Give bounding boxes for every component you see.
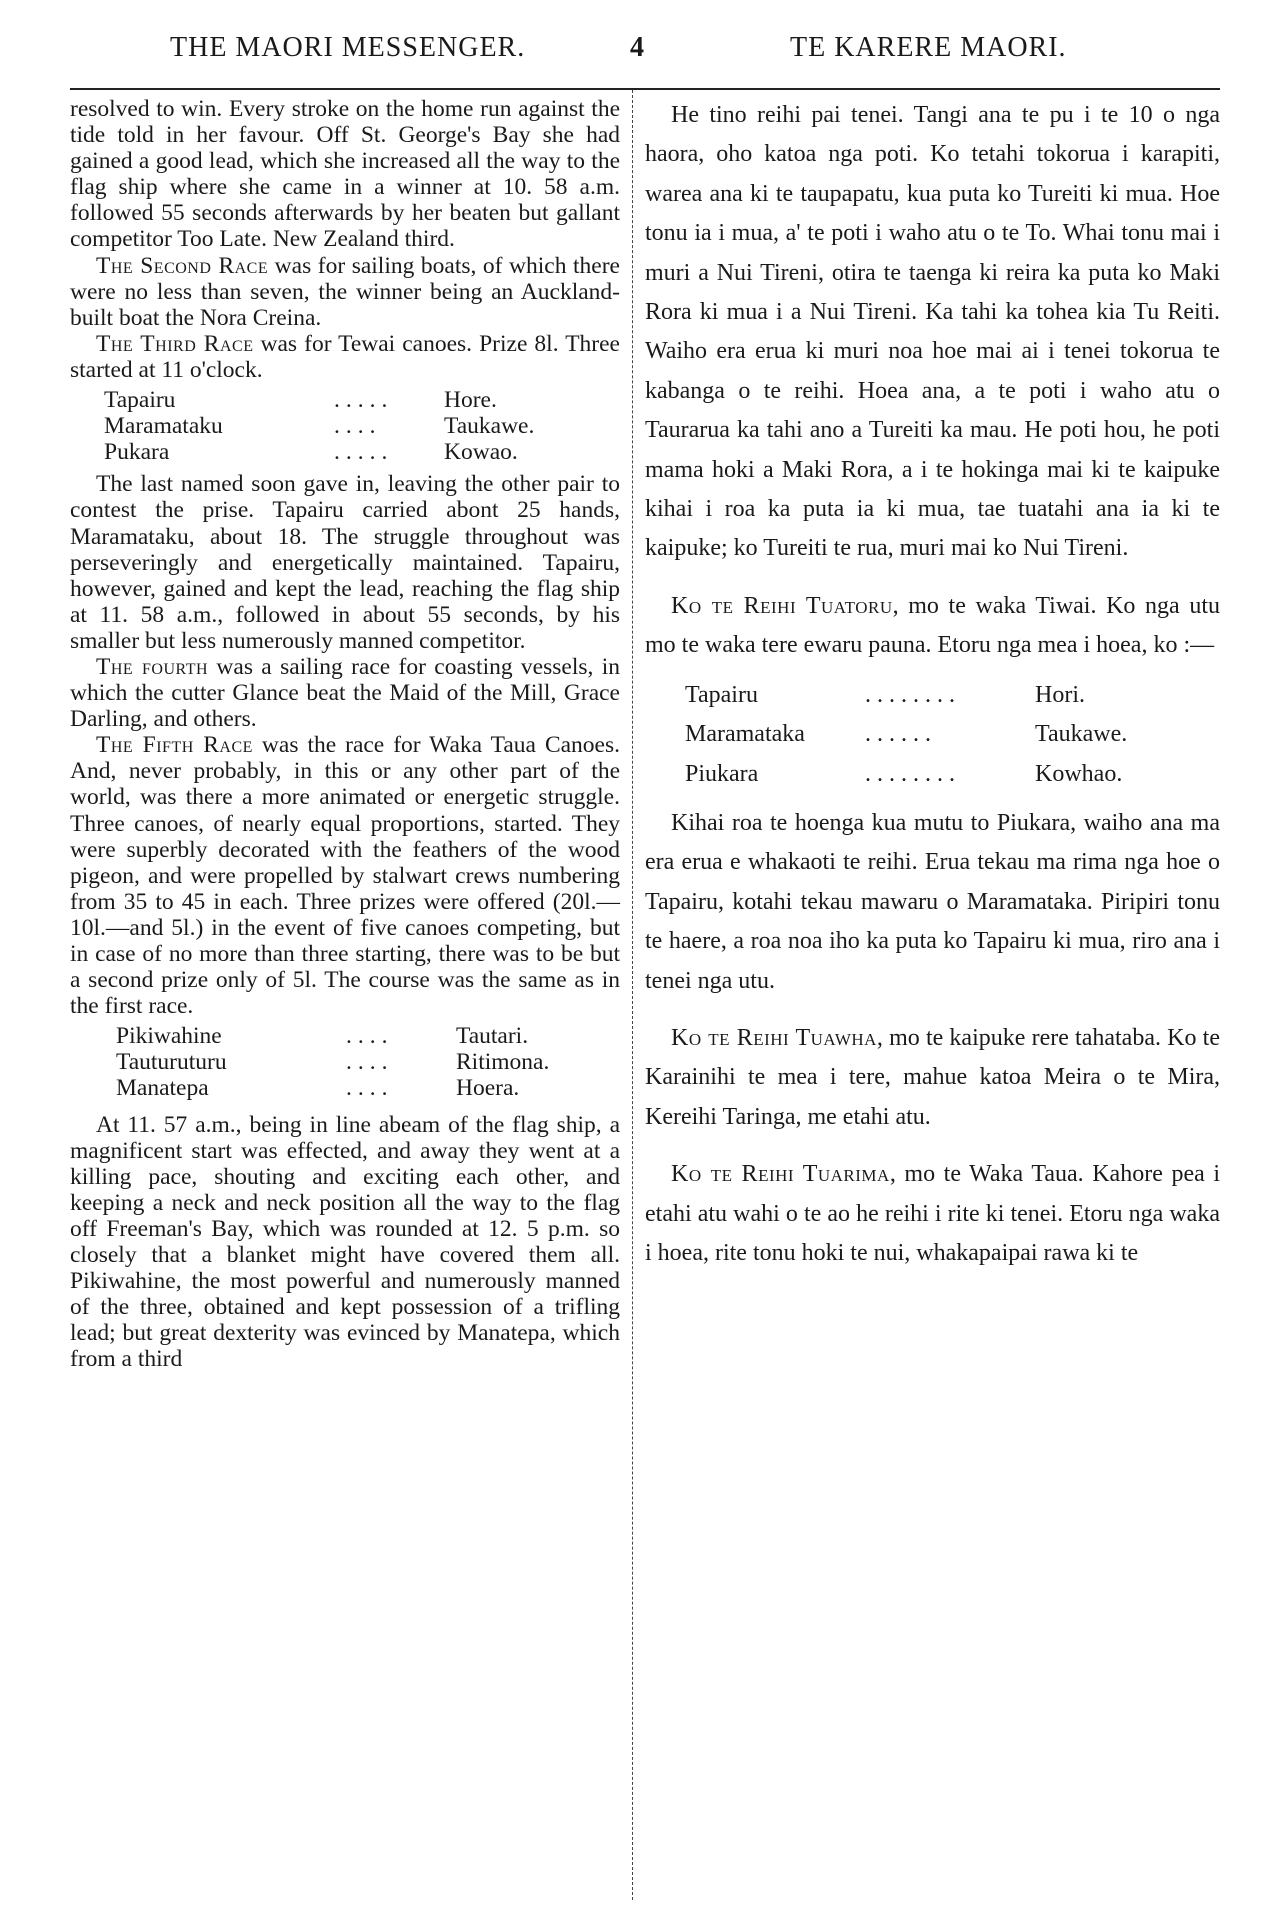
table-row [116,1049,620,1075]
owner-name: Tautari. [456,1023,529,1050]
paragraph-text: was the race for Waka Taua Canoes. And, never probably, in this or any other part of the world, was there a more animated or energetic struggle. Three canoes, of nearly equal proportions, started. They were superbly decorated with the feathers of the wood pigeon, and were propelled by stalwart crews numbering from 35 to 45 in each. Three prizes were offered (20l.—10l.—and 5l.) in the event of five canoes competing, but in case of no more than three starting, there was to be but a second prize only of 5l. The course was the same as in the first race. [70,732,620,1020]
leader-dots: ..... [334,439,394,466]
english-fourth-race [70,654,620,732]
maori-column [645,96,1220,1273]
table-row [685,755,1220,794]
leader-dots: ..... [334,387,394,414]
canoe-name: Tapairu [685,681,758,708]
table-row [116,1023,620,1049]
paragraph-text: , mo te Waka Taua. Kahore pea i etahi atu wahi o te ao he reihi i rite ki tenei. Etoru nga waka i hoea, rite tonu hoki te nui, whakapaipai rawa ki te [645,1161,1221,1266]
canoe-name: Pukara [104,439,170,466]
canoe-name: Maramataku [104,413,223,440]
leader-dots: ........ [865,681,961,708]
column-divider [632,90,633,1900]
english-column [70,96,620,1373]
owner-name: Kowhao. [1035,760,1123,787]
page-number: 4 [630,32,645,63]
section-heading: The Fifth Race [96,732,253,759]
english-entries-table [70,1023,620,1101]
header-rule [70,88,1220,90]
paragraph-text: was for sailing boats, of which there were no less than seven, the winner being an Auckland-built boat the Nora Creina. [70,252,620,331]
section-heading: The Third Race [96,330,254,357]
owner-name: Hori. [1035,681,1085,708]
header-english-title: THE MAORI MESSENGER. [170,32,526,63]
canoe-name: Tapairu [104,387,176,414]
leader-dots: ........ [865,760,961,787]
maori-fifth-race [645,1155,1220,1273]
section-heading: The fourth [96,653,209,680]
owner-name: Taukawe. [1035,721,1128,748]
canoe-name: Manatepa [116,1075,209,1102]
table-row [104,413,620,439]
paragraph-text: , mo te kaipuke rere tahataba. Ko te Karainihi te mea i tere, mahue katoa Meira o te Mira, Kereihi Taringa, me etahi atu. [645,1024,1220,1130]
owner-name: Hoera. [456,1075,520,1102]
english-paragraph: resolved to win. Every stroke on the home run against the tide told in her favour. Off St. George's Bay she had gained a good lead, which she increased all the way to the flag ship where she came in a winner at 10. 58 a.m. followed 55 seconds afterwards by her beaten but gallant competitor Too Late. New Zealand third. [70,96,620,253]
canoe-name: Pikiwahine [116,1023,222,1050]
canoe-name: Maramataka [685,721,805,748]
table-row [685,676,1220,715]
english-second-race [70,253,620,331]
leader-dots: ...... [865,721,937,748]
maori-paragraph: He tino reihi pai tenei. Tangi ana te pu i te 10 o nga haora, oho katoa nga poti. Ko tetahi tokorua i karapiti, warea ana ki te taupapatu, kua puta ko Tureiti ki mua. Hoe tonu ia i mua, a' te poti i waho atu o te To. Whai tonu mai i muri a Nui Tireni, otira te taenga ki reira ka puta ko Maki Rora ki mua i a Nui Tireni. Ka tahi ka tohea kia Tu Reiti. Waiho era erua ki muri noa hoe mai ai i tenei tokorua te kabanga o te reihi. Hoea ana, a te poti i waho atu o Taurarua ka tahi ano a Tureiti ka mau. He poti hou, he poti mama hoki a Maki Rora, a i te hokinga mai ki te kaipuke kihai i roa ka puta ia ki mua, tae tuatahi ana ia ki te kaipuke; ko Tureiti te rua, muri mai ko Nui Tireni. [645,102,1220,562]
english-third-race [70,331,620,383]
english-paragraph: The last named soon gave in, leaving the other pair to contest the prise. Tapairu carried abont 25 hands, Maramataku, about 18. The struggle throughout was perseveringly and energetically maintained. Tapairu, however, gained and kept the lead, reaching the flag ship at 11. 58 a.m., followed in about 55 seconds, by his smaller but less numerously manned competitor. [70,471,620,654]
canoe-name: Tauturuturu [116,1049,227,1076]
maori-entries-table [645,676,1220,794]
leader-dots: .... [346,1023,394,1050]
leader-dots: .... [346,1075,394,1102]
paragraph-text: was for Tewai canoes. Prize 8l. Three started at 11 o'clock. [70,330,620,383]
english-entries-table [70,387,620,465]
english-fifth-race [70,732,620,1019]
table-row [685,715,1220,754]
page-header [70,32,1210,76]
owner-name: Taukawe. [444,413,535,440]
table-row [116,1075,620,1101]
section-heading: The Second Race [96,252,269,279]
canoe-name: Piukara [685,760,759,787]
table-row [104,439,620,465]
paragraph-text: was a sailing race for coasting vessels, in which the cutter Glance beat the Maid of the Mill, Grace Darling, and others. [70,653,621,733]
maori-fourth-race [645,1019,1220,1137]
section-heading: Ko te Reihi Tuawha [671,1024,877,1051]
owner-name: Hore. [444,387,497,414]
section-heading: Ko te Reihi Tuarima [671,1161,890,1188]
leader-dots: .... [346,1049,394,1076]
owner-name: Kowao. [444,439,518,466]
leader-dots: .... [334,413,382,440]
table-row [104,387,620,413]
maori-paragraph: Kihai roa te hoenga kua mutu to Piukara, waiho ana ma era erua e whakaoti te reihi. Erua tekau ma rima nga hoe o Tapairu, kotahi tekau mawaru o Maramataka. Piripiri tonu te haere, a roa noa iho ka puta ko Tapairu ki mua, riro ana i tenei nga utu. [645,809,1220,994]
english-paragraph: At 11. 57 a.m., being in line abeam of the flag ship, a magnificent start was effected, and away they went at a killing pace, shouting and exciting each other, and keeping a neck and neck position all the way to the flag off Freeman's Bay, which was rounded at 12. 5 p.m. so closely that a blanket might have covered them all. Pikiwahine, the most powerful and numerously manned of the three, obtained and kept possession of a trifling lead; but great dexterity was evinced by Manatepa, which from a third [70,1111,620,1373]
section-heading: Ko te Reihi Tuatoru [671,592,893,619]
owner-name: Ritimona. [456,1049,550,1076]
paragraph-text: , mo te waka Tiwai. Ko nga utu mo te waka tere ewaru pauna. Etoru nga mea i hoea, ko :— [645,592,1221,659]
maori-third-race [645,587,1220,666]
header-maori-title: TE KARERE MAORI. [790,32,1067,63]
